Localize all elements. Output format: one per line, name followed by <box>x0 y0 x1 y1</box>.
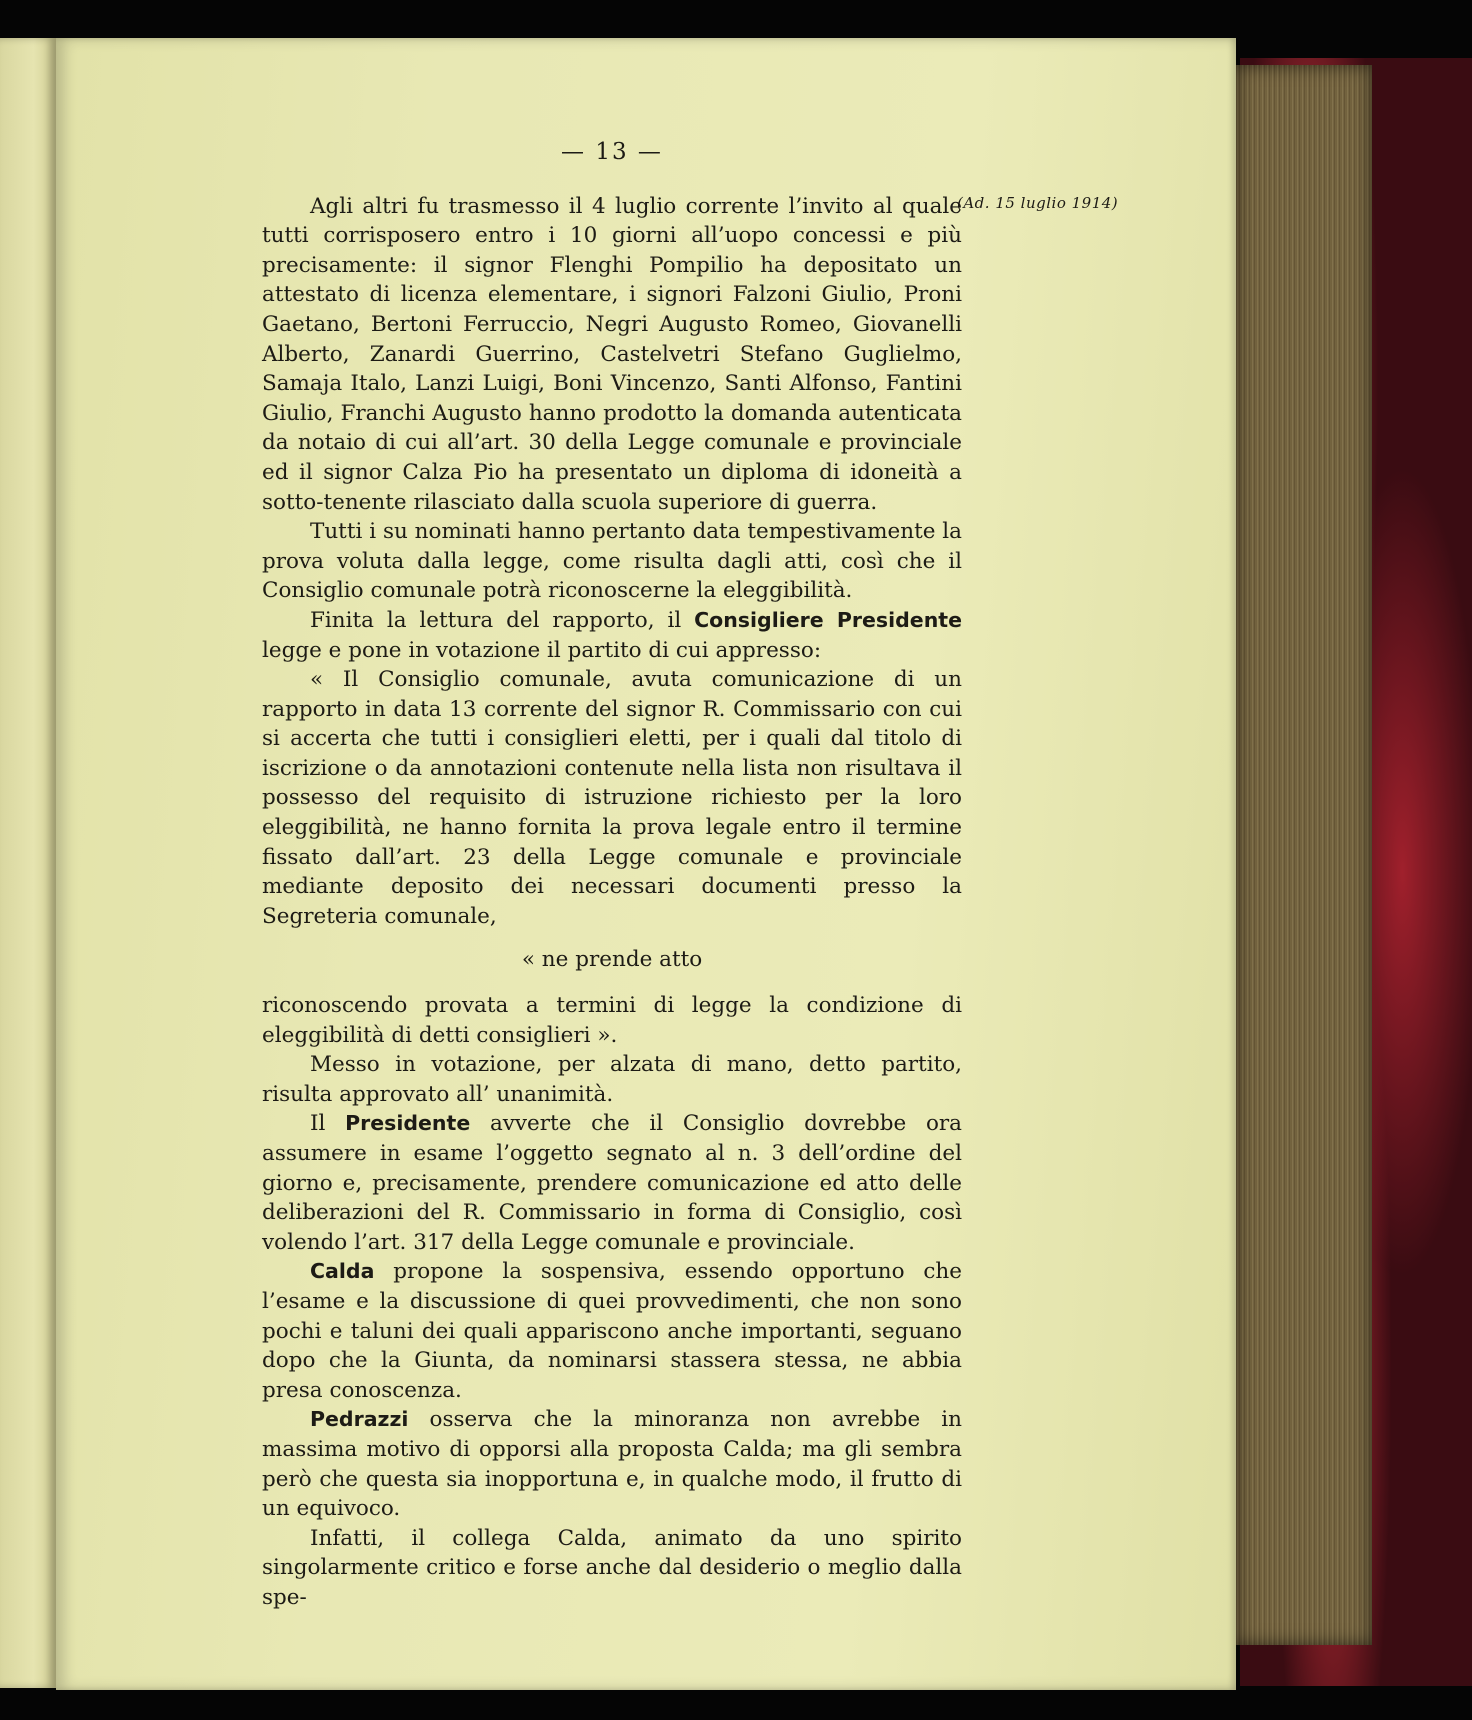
paragraph-3 <box>262 606 962 665</box>
paragraph-2: Tutti i su nominati hanno pertanto data tempestivamente la prova voluta dalla legge, come risulta dagli atti, così che il Consiglio comunale potrà riconoscerne la eleggibilità. <box>262 519 962 604</box>
paragraph-presidente <box>262 1109 962 1257</box>
margin-note-date: (Ad. 15 luglio 1914) <box>957 194 1119 212</box>
page-content <box>262 138 962 1613</box>
page-number: — 13 — <box>561 139 663 165</box>
paragraph-3-after: legge e pone in votazione il partito di cui appresso: <box>262 637 822 663</box>
paragraph-pedrazzi <box>262 1405 962 1523</box>
paragraph-presidente-before: Il <box>310 1111 326 1137</box>
paragraph-1: Agli altri fu trasmesso il 4 luglio corrente l’invito al quale tutti corrisposero entro i 10 giorni all’uopo concessi e più precisamente: il signor Flenghi Pompilio ha depositato un attestato di licenza elementare, i signori Falzoni Giulio, Proni Gaetano, Bertoni Ferruccio, Negri Augusto Romeo, Giovanelli Alberto, Zanardi Guerrino, Castelvetri Stefano Guglielmo, Samaja Italo, Lanzi Luigi, Boni Vincenzo, Santi Alfonso, Fantini Giulio, Franchi Augusto hanno prodotto la domanda autenticata da notaio di cui all’art. 30 della Legge comunale e provinciale ed il signor Calza Pio ha presentato un diploma di idoneità a sotto-tenente rilasciato dalla scuola superiore di guerra. <box>262 193 962 515</box>
page-edges <box>1236 65 1372 1645</box>
paragraph-final: Infatti, il collega Calda, animato da uno spirito singolarmente critico e forse anche dal desiderio o meglio dalla spe- <box>262 1525 962 1610</box>
paragraph-presidente-after: avverte che il Consiglio dovrebbe ora assumere in esame l’oggetto segnato al n. 3 dell’ordine del giorno e, precisamente, prendere comunicazione ed atto delle deliberazioni del R. Commissario in forma di Consiglio, così volendo l’art. 317 della Legge comunale e provinciale. <box>262 1111 962 1255</box>
resolution-conclusion: riconoscendo provata a termini di legge la condizione di eleggibilità di detti consiglieri ». <box>262 993 962 1048</box>
paragraph-3-before: Finita la lettura del rapporto, il <box>310 607 682 633</box>
paragraph-pedrazzi-text: osserva che la minoranza non avrebbe in massima motivo di opporsi alla proposta Calda; ma gli sembra però che questa sia inopportuna e, in qualche modo, il frutto di un equivoco. <box>262 1407 962 1522</box>
previous-page-edge <box>0 38 59 1688</box>
paragraph-calda <box>262 1257 962 1405</box>
resolution-text: « Il Consiglio comunale, avuta comunicazione di un rapporto in data 13 corrente del signor R. Commissario con cui si accerta che tutti i consiglieri eletti, per i quali dal titolo di iscrizione o da annotazioni contenute nella lista non risultava il possesso del requisito di istruzione richiesto per la loro eleggibilità, ne hanno fornita la prova legale entro il termine fissato dall’art. 23 della Legge comunale e provinciale mediante deposito dei necessari documenti presso la Segreteria comunale, <box>262 667 962 929</box>
speaker-calda: Calda <box>310 1259 375 1284</box>
speaker-consigliere-presidente: Consigliere Presidente <box>694 607 962 632</box>
paragraph-vote: Messo in votazione, per alzata di mano, detto partito, risulta approvato all’ unanimità. <box>262 1052 962 1107</box>
speaker-presidente: Presidente <box>345 1111 471 1136</box>
resolution-decision: « ne prende atto <box>521 947 703 973</box>
paragraph-calda-text: propone la sospensiva, essendo opportuno che l’esame e la discussione di quei provvedimenti, che non sono pochi e taluni dei quali appariscono anche importanti, seguano dopo che la Giunta, da nominarsi stassera stessa, ne abbia presa conoscenza. <box>262 1259 962 1403</box>
speaker-pedrazzi: Pedrazzi <box>310 1407 409 1432</box>
